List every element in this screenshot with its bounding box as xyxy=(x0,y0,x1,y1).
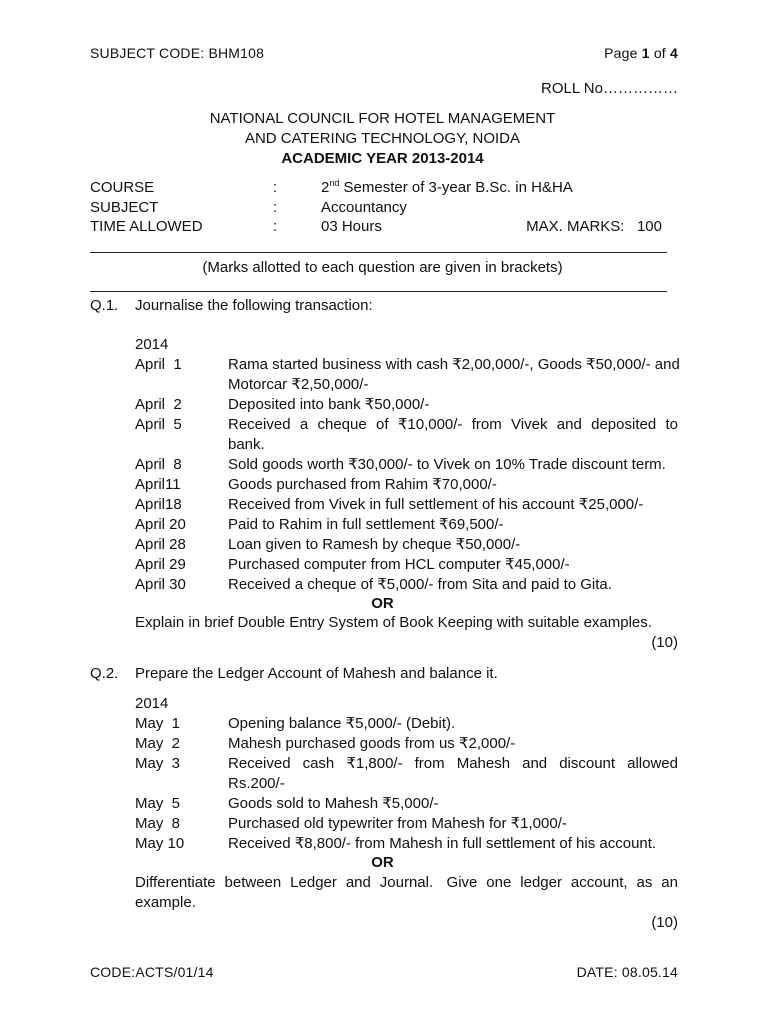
q2-alternative-line-1: Differentiate between Ledger and Journal. Give one ledger account, as an xyxy=(135,874,678,891)
transaction-date: May 2 xyxy=(135,735,181,752)
transaction-description: Purchased computer from HCL computer ₹45,000/- xyxy=(228,556,570,573)
course-sem: 2 xyxy=(321,179,330,196)
course-rest: Semester of 3-year B.Sc. in H&HA xyxy=(339,179,573,196)
transaction-date: April 28 xyxy=(135,536,186,553)
transaction-date: April 8 xyxy=(135,456,182,473)
q2-text: Prepare the Ledger Account of Mahesh and balance it. xyxy=(135,665,498,682)
transaction-description: Opening balance ₹5,000/- (Debit). xyxy=(228,715,456,732)
academic-year: ACADEMIC YEAR 2013-2014 xyxy=(281,150,484,167)
transaction-date: April 2 xyxy=(135,396,182,413)
time-colon: : xyxy=(273,218,278,235)
marks-note: (Marks allotted to each question are given in brackets) xyxy=(202,259,563,276)
transaction-description: Received a cheque of ₹10,000/- from Vivek and deposited to xyxy=(228,416,678,433)
q2-marks: (10) xyxy=(651,914,678,931)
transaction-description: Mahesh purchased goods from us ₹2,000/- xyxy=(228,735,516,752)
transaction-description: Received cash ₹1,800/- from Mahesh and discount allowed xyxy=(228,755,678,772)
transaction-date: May 8 xyxy=(135,815,181,832)
transaction-description: Paid to Rahim in full settlement ₹69,500/- xyxy=(228,516,504,533)
q1-or: OR xyxy=(371,595,394,612)
transaction-description: Deposited into bank ₹50,000/- xyxy=(228,396,430,413)
divider-bottom xyxy=(90,291,667,292)
transaction-date: May 5 xyxy=(135,795,181,812)
course-label: COURSE xyxy=(90,179,155,196)
transaction-date: April 29 xyxy=(135,556,186,573)
q1-marks: (10) xyxy=(651,634,678,651)
subject-value: Accountancy xyxy=(321,199,407,216)
time-value: 03 Hours xyxy=(321,218,382,235)
transaction-description-cont: bank. xyxy=(228,436,265,453)
transaction-description: Received from Vivek in full settlement of his account ₹25,000/- xyxy=(228,496,644,513)
page-prefix: Page xyxy=(604,45,642,61)
transaction-description: Goods sold to Mahesh ₹5,000/- xyxy=(228,795,439,812)
transaction-description-cont: Rs.200/- xyxy=(228,775,285,792)
transaction-date: April 5 xyxy=(135,416,182,433)
subject-label: SUBJECT xyxy=(90,199,159,216)
divider-top xyxy=(90,252,667,253)
q2-or: OR xyxy=(371,854,394,871)
transaction-date: April 30 xyxy=(135,576,186,593)
footer-date: DATE: 08.05.14 xyxy=(576,964,678,980)
q2-year: 2014 xyxy=(135,695,169,712)
transaction-date: April 20 xyxy=(135,516,186,533)
time-label: TIME ALLOWED xyxy=(90,218,203,235)
subject-colon: : xyxy=(273,199,278,216)
page-total: 4 xyxy=(670,45,678,61)
q2-alternative-line-2: example. xyxy=(135,894,196,911)
transaction-description: Rama started business with cash ₹2,00,000/-, Goods ₹50,000/- and xyxy=(228,356,680,373)
transaction-description: Loan given to Ramesh by cheque ₹50,000/- xyxy=(228,536,521,553)
max-marks: MAX. MARKS: 100 xyxy=(526,218,662,235)
page-number xyxy=(604,45,678,61)
roll-number: ROLL No…………… xyxy=(541,80,678,97)
transaction-description: Received a cheque of ₹5,000/- from Sita and paid to Gita. xyxy=(228,576,612,593)
transaction-date: April11 xyxy=(135,476,181,493)
transaction-date: May 1 xyxy=(135,715,181,732)
course-sup: nd xyxy=(329,178,340,188)
transaction-date: May 10 xyxy=(135,835,185,852)
q1-alternative: Explain in brief Double Entry System of Book Keeping with suitable examples. xyxy=(135,614,652,631)
page-current: 1 xyxy=(641,45,650,61)
q2-number: Q.2. xyxy=(90,665,119,682)
q1-text: Journalise the following transaction: xyxy=(135,297,373,314)
transaction-description: Received ₹8,800/- from Mahesh in full settlement of his account. xyxy=(228,835,657,852)
transaction-date: April18 xyxy=(135,496,182,513)
transaction-description: Sold goods worth ₹30,000/- to Vivek on 10% Trade discount term. xyxy=(228,456,666,473)
transaction-date: May 3 xyxy=(135,755,181,772)
q1-year: 2014 xyxy=(135,336,169,353)
q1-number: Q.1. xyxy=(90,297,119,314)
transaction-description-cont: Motorcar ₹2,50,000/- xyxy=(228,376,369,393)
transaction-description: Purchased old typewriter from Mahesh for ₹1,000/- xyxy=(228,815,567,832)
title-line-2: AND CATERING TECHNOLOGY, NOIDA xyxy=(244,130,521,147)
transaction-date: April 1 xyxy=(135,356,182,373)
subject-code: SUBJECT CODE: BHM108 xyxy=(90,45,265,61)
page-of: of xyxy=(649,45,670,61)
transaction-description: Goods purchased from Rahim ₹70,000/- xyxy=(228,476,497,493)
footer-code: CODE:ACTS/01/14 xyxy=(90,964,214,980)
course-colon: : xyxy=(273,179,278,196)
title-line-1: NATIONAL COUNCIL FOR HOTEL MANAGEMENT xyxy=(209,110,556,127)
course-value xyxy=(321,178,573,198)
